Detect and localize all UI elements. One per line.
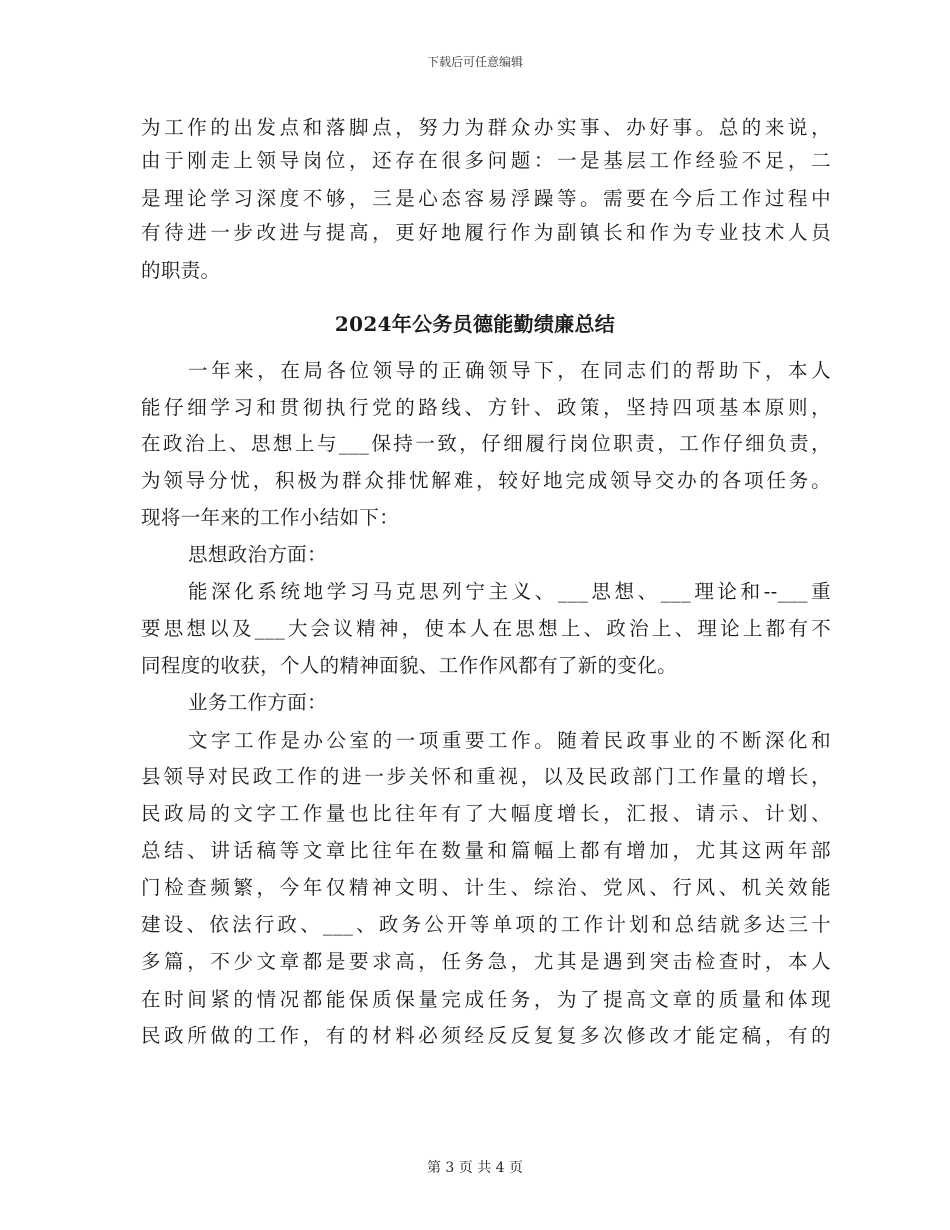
paragraph-line: 能深化系统地学习马克思列宁主义、___思想、___理论和--___重 [188, 580, 831, 603]
paragraph-line: 有待进一步改进与提高，更好地履行作为副镇长和作为专业技术人员 [141, 221, 831, 244]
paragraph-line: 门检查频繁，今年仅精神文明、计生、综治、党风、行风、机关效能 [141, 876, 831, 899]
paragraph-line: 能仔细学习和贯彻执行党的路线、方针、政策，坚持四项基本原则， [141, 396, 831, 419]
paragraph-line: 现将一年来的工作小结如下： [141, 506, 400, 529]
paragraph-line: 民政局的文字工作量也比往年有了大幅度增长，汇报、请示、计划、 [141, 802, 831, 825]
paragraph-line: 为工作的出发点和落脚点，努力为群众办实事、办好事。总的来说， [141, 116, 831, 139]
paragraph-line: 在政治上、思想上与___保持一致，仔细履行岗位职责，工作仔细负责， [141, 432, 831, 455]
paragraph-line: 是理论学习深度不够，三是心态容易浮躁等。需要在今后工作过程中 [141, 187, 831, 210]
paragraph-line: 同程度的收获，个人的精神面貌、工作作风都有了新的变化。 [141, 654, 677, 677]
document-title: 2024年公务员德能勤绩廉总结 [334, 312, 616, 336]
page-header: 下载后可任意编辑 [426, 55, 523, 69]
paragraph-line: 的职责。 [141, 259, 221, 282]
paragraph-line: 总结、讲话稿等文章比往年在数量和篇幅上都有增加，尤其这两年部 [141, 839, 831, 862]
paragraph-line: 为领导分忧，积极为群众排忧解难，较好地完成领导交办的各项任务。 [141, 469, 831, 492]
paragraph-line: 要思想以及___大会议精神，使本人在思想上、政治上、理论上都有不 [141, 617, 831, 640]
paragraph-line: 文字工作是办公室的一项重要工作。随着民政事业的不断深化和 [188, 729, 831, 752]
paragraph-line: 建设、依法行政、___、政务公开等单项的工作计划和总结就多达三十 [141, 913, 831, 936]
paragraph-line: 县领导对民政工作的进一步关怀和重视，以及民政部门工作量的增长， [141, 765, 831, 788]
section-subheading: 思想政治方面： [188, 543, 327, 566]
paragraph-line: 在时间紧的情况都能保质保量完成任务，为了提高文章的质量和体现 [141, 988, 831, 1011]
paragraph-line: 由于刚走上领导岗位，还存在很多问题：一是基层工作经验不足，二 [141, 149, 831, 172]
paragraph-line: 多篇，不少文章都是要求高，任务急，尤其是遇到突击检查时，本人 [141, 950, 831, 973]
paragraph-line: 一年来，在局各位领导的正确领导下，在同志们的帮助下，本人 [188, 359, 831, 382]
page-footer: 第 3 页 共 4 页 [426, 1160, 524, 1176]
paragraph-line: 民政所做的工作，有的材料必须经反反复复多次修改才能定稿，有的 [141, 1024, 831, 1047]
section-subheading: 业务工作方面： [188, 691, 327, 714]
